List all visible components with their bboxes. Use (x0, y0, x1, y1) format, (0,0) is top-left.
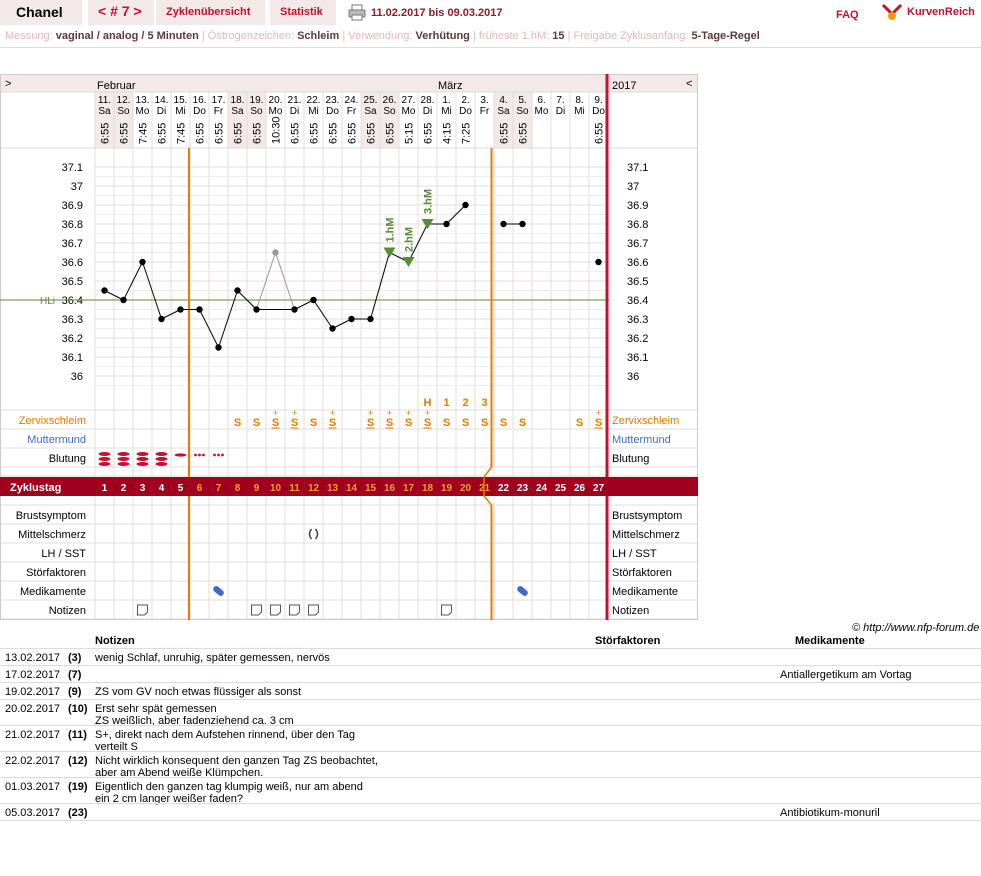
row-label-right-stoer: Störfaktoren (612, 567, 672, 579)
zervix-plus: + (329, 408, 336, 418)
zervix-symbol: S (309, 417, 318, 429)
row-label-notiz: Notizen (48, 605, 86, 617)
cycle-day-label: 3 (139, 483, 146, 494)
row-label-blut: Blutung (48, 453, 86, 465)
cycle-day-label: 9 (253, 483, 260, 494)
y-tick-label: 36.3 (61, 314, 83, 326)
date-label: 26. (382, 95, 397, 106)
zervix-plus: + (424, 408, 431, 418)
cycle-day-label: 18 (421, 483, 434, 494)
fhm-label: früheste 1.hM: (478, 30, 550, 42)
note-icon (138, 605, 148, 615)
settings-bar (0, 26, 981, 48)
top-bar (0, 0, 981, 25)
y-tick-label: 37.1 (61, 162, 83, 174)
note-icon (252, 605, 262, 615)
date-label: 20. (268, 95, 283, 106)
zervix-symbol: S (461, 417, 470, 429)
weekday-label: Sa (231, 106, 244, 117)
peak-count-label: 2 (462, 397, 469, 409)
temp-point (348, 316, 354, 322)
notes-row (0, 699, 981, 725)
time-label: 5:15 (403, 122, 416, 144)
tab-cycle-overview[interactable]: Zyklenübersicht (156, 0, 265, 25)
row-label-right-brust: Brustsymptom (612, 510, 683, 522)
cycle-day-label: 24 (535, 483, 548, 494)
bleeding-spot-mark (202, 454, 205, 457)
kurvenreich-logo-icon[interactable] (880, 2, 904, 22)
separator: | (567, 30, 571, 42)
zervix-symbol: S (442, 417, 451, 429)
fhm-value: 15 (552, 30, 565, 42)
cycle-day-label: 2 (120, 483, 127, 494)
date-label: 8. (575, 95, 584, 106)
y-tick-label-right: 36.1 (627, 352, 649, 364)
month-label: März (438, 80, 463, 92)
time-label: 6:55 (346, 122, 359, 144)
zervix-symbol: S (423, 417, 432, 429)
weekday-label: Fr (479, 106, 490, 117)
faq-link[interactable]: FAQ (836, 9, 859, 21)
time-label: 6:55 (99, 122, 112, 144)
zervix-symbol: S (328, 417, 337, 429)
time-label: 6:55 (422, 122, 435, 144)
weekday-label: So (516, 106, 529, 117)
date-label: 9. (594, 95, 603, 106)
zervix-plus: + (405, 408, 412, 418)
zervix-symbol: S (480, 417, 489, 429)
row-label-zervix: Zervixschleim (18, 415, 86, 427)
temp-point (177, 306, 183, 312)
zervix-plus: + (386, 408, 393, 418)
zervix-symbol: S (594, 417, 603, 429)
time-label: 6:55 (118, 122, 131, 144)
bleeding-heavy-mark (118, 462, 130, 466)
note-cycle-day: (23) (68, 807, 88, 819)
y-tick-label-right: 37 (627, 181, 640, 193)
y-tick-label-right: 36 (627, 371, 640, 383)
note-icon (271, 605, 281, 615)
note-icon (309, 605, 319, 615)
time-label: 4:15 (441, 122, 454, 144)
coverline-label: HLi (40, 296, 56, 307)
time-label: 7:45 (175, 122, 188, 144)
note-date: 17.02.2017 (5, 669, 61, 681)
row-label-right-mittel: Mittelschmerz (612, 529, 680, 541)
row-label-brust: Brustsymptom (15, 510, 86, 522)
messung-label: Messung: (5, 30, 53, 42)
user-name: Chanel (0, 0, 82, 25)
notes-header-notizen: Notizen (95, 635, 135, 647)
temp-point (120, 297, 126, 303)
y-tick-label-right: 36.8 (627, 219, 649, 231)
zervix-symbol: S (575, 417, 584, 429)
temperature-chart[interactable] (0, 74, 698, 620)
notes-row (0, 803, 981, 820)
time-label: 7:25 (460, 122, 473, 144)
row-label-right-notiz: Notizen (612, 605, 650, 617)
cycle-day-label: 26 (573, 483, 586, 494)
y-tick-label: 36.7 (61, 238, 83, 250)
note-text: Erst sehr spät gemessen ZS weißlich, aber fadenziehend ca. 3 cm (95, 703, 294, 727)
zervix-symbol: S (271, 417, 280, 429)
weekday-label: Mi (441, 106, 452, 117)
note-text: Eigentlich den ganzen tag klumpig weiß, nur am abend ein 2 cm langer weißer faden? (95, 781, 363, 805)
y-tick-label: 36.8 (61, 219, 83, 231)
note-date: 01.03.2017 (5, 781, 61, 793)
date-label: 5. (518, 95, 527, 106)
date-label: 4. (499, 95, 508, 106)
note-text: ZS vom GV noch etwas flüssiger als sonst (95, 686, 302, 698)
year-label: 2017 (612, 80, 637, 92)
weekday-label: Mo (401, 106, 416, 117)
cycle-day-label: 1 (101, 483, 108, 494)
copyright: © http://www.nfp-forum.de (852, 622, 980, 634)
weekday-label: Mi (574, 106, 585, 117)
bleeding-heavy-mark (156, 457, 168, 461)
time-label: 10:30 (270, 116, 283, 144)
y-tick-label-right: 37.1 (627, 162, 649, 174)
cycle-day-label: 22 (497, 483, 510, 494)
note-text: S+, direkt nach dem Aufstehen rinnend, über den Tag verteilt S (95, 729, 356, 753)
temp-point (367, 316, 373, 322)
y-tick-label-right: 36.5 (627, 276, 649, 288)
date-label: 14. (154, 95, 169, 106)
row-label-mittel: Mittelschmerz (18, 529, 86, 541)
note-cycle-day: (7) (68, 669, 82, 681)
note-cycle-day: (10) (68, 703, 88, 715)
weekday-label: Do (459, 106, 472, 117)
chart-nav-right: < (686, 78, 693, 90)
y-tick-label-right: 36.6 (627, 257, 649, 269)
weekday-label: Di (422, 106, 433, 117)
cycle-day-label: 14 (345, 483, 358, 494)
y-tick-label-right: 36.9 (627, 200, 649, 212)
chart-nav-left: > (5, 78, 12, 90)
kurvenreich-logo-text[interactable]: KurvenReich (907, 6, 975, 18)
time-label: 6:55 (194, 122, 207, 144)
bleeding-heavy-mark (137, 462, 149, 466)
high-temp-label: 1.hM (384, 217, 397, 243)
note-icon (442, 605, 452, 615)
high-temp-label: 3.hM (422, 188, 435, 214)
row-label-right-mumu: Muttermund (612, 434, 671, 446)
time-label: 6:55 (498, 122, 511, 144)
oestro-label: Östrogenzeichen: (207, 30, 294, 42)
zervix-symbol: S (290, 417, 299, 429)
cycle-day-label: 21 (478, 483, 491, 494)
verwendung-value: Verhütung (415, 30, 470, 42)
weekday-label: Fr (213, 106, 224, 117)
y-tick-label-right: 36.2 (627, 333, 649, 345)
date-label: 19. (249, 95, 264, 106)
note-medication: Antiallergetikum am Vortag (780, 669, 912, 681)
weekday-label: So (250, 106, 263, 117)
date-label: 22. (306, 95, 321, 106)
time-label: 7:45 (137, 122, 150, 144)
date-label: 13. (135, 95, 150, 106)
separator: | (201, 30, 205, 42)
note-medication: Antibiotikum-monuril (780, 807, 880, 819)
bleeding-heavy-mark (137, 452, 149, 456)
note-icon (290, 605, 300, 615)
cycle-day-label: 19 (440, 483, 453, 494)
zervix-plus: + (272, 408, 279, 418)
weekday-label: Di (555, 106, 566, 117)
weekday-label: Mi (308, 106, 319, 117)
cycle-day-label: 16 (383, 483, 396, 494)
printer-icon[interactable] (348, 4, 366, 21)
note-date: 05.03.2017 (5, 807, 61, 819)
bleeding-spot-mark (194, 454, 197, 457)
row-label-medi: Medikamente (19, 586, 86, 598)
y-tick-label: 37 (70, 181, 83, 193)
weekday-label: Mo (135, 106, 150, 117)
temp-point (253, 306, 259, 312)
row-label-right-lh: LH / SST (612, 548, 657, 560)
freigabe-value: 5-Tage-Regel (691, 30, 760, 42)
messung-value: vaginal / analog / 5 Minuten (55, 30, 199, 42)
temp-point (310, 297, 316, 303)
y-tick-label: 36.5 (61, 276, 83, 288)
cycle-day-label: 17 (402, 483, 415, 494)
cycle-day-label: 5 (177, 483, 184, 494)
temp-point (443, 221, 449, 227)
cycle-day-label: 13 (326, 483, 339, 494)
cycle-day-label: 12 (307, 483, 320, 494)
temp-point (291, 306, 297, 312)
temp-point (196, 306, 202, 312)
weekday-label: Fr (346, 106, 357, 117)
cycle-day-label: 27 (592, 483, 605, 494)
date-label: 17. (211, 95, 226, 106)
y-tick-label: 36.6 (61, 257, 83, 269)
freigabe-label: Freigabe Zyklusanfang: (573, 30, 689, 42)
bleeding-medium-mark (175, 453, 187, 456)
time-label: 6:55 (327, 122, 340, 144)
notes-row (0, 725, 981, 751)
time-label: 6:55 (593, 122, 606, 144)
temp-point (101, 287, 107, 293)
row-label-right-medi: Medikamente (612, 586, 679, 598)
zervix-symbol: S (404, 417, 413, 429)
weekday-label: Sa (98, 106, 111, 117)
zervix-symbol: S (518, 417, 527, 429)
weekday-label: Mi (175, 106, 186, 117)
weekday-label: Do (326, 106, 339, 117)
temp-point (139, 259, 145, 265)
bleeding-heavy-mark (118, 452, 130, 456)
note-date: 20.02.2017 (5, 703, 61, 715)
cycle-day-label: 10 (269, 483, 282, 494)
notes-row (0, 751, 981, 777)
note-cycle-day: (19) (68, 781, 88, 793)
bleeding-heavy-mark (99, 457, 111, 461)
cycle-day-label: 23 (516, 483, 529, 494)
row-label-stoer: Störfaktoren (26, 567, 86, 579)
cycle-day-label: 20 (459, 483, 472, 494)
notes-row (0, 777, 981, 803)
peak-count-label: 1 (443, 397, 450, 409)
time-label: 6:55 (213, 122, 226, 144)
bleeding-heavy-mark (156, 462, 168, 466)
bleeding-heavy-mark (99, 452, 111, 456)
note-date: 19.02.2017 (5, 686, 61, 698)
separator: | (472, 30, 476, 42)
note-date: 22.02.2017 (5, 755, 61, 767)
notes-header-medikamente: Medikamente (795, 635, 865, 647)
date-range: 11.02.2017 bis 09.03.2017 (371, 7, 503, 19)
notes-header-stoerfaktoren: Störfaktoren (595, 635, 661, 647)
notes-row (0, 648, 981, 665)
y-tick-label: 36.2 (61, 333, 83, 345)
temp-point (215, 344, 221, 350)
weekday-label: Do (592, 106, 605, 117)
note-cycle-day: (3) (68, 652, 82, 664)
date-label: 2. (461, 95, 470, 106)
month-label: Februar (97, 80, 136, 92)
time-label: 6:55 (289, 122, 302, 144)
y-tick-label-right: 36.3 (627, 314, 649, 326)
date-label: 27. (401, 95, 416, 106)
time-label: 6:55 (251, 122, 264, 144)
time-label: 6:55 (308, 122, 321, 144)
time-label: 6:55 (156, 122, 169, 144)
time-label: 6:55 (517, 122, 530, 144)
row-label-zyklustag: Zyklustag (10, 482, 62, 494)
zervix-symbol: S (233, 417, 242, 429)
notes-row (0, 682, 981, 699)
cycle-day-label: 15 (364, 483, 377, 494)
notes-table-end (0, 820, 981, 821)
separator: | (342, 30, 346, 42)
zervix-symbol: S (366, 417, 375, 429)
temp-point (272, 249, 278, 255)
bleeding-spot-mark (213, 454, 216, 457)
time-label: 6:55 (365, 122, 378, 144)
cycle-day-label: 25 (554, 483, 567, 494)
y-tick-label-right: 36.4 (627, 295, 649, 307)
weekday-label: Do (193, 106, 206, 117)
note-date: 13.02.2017 (5, 652, 61, 664)
cycle-day-label: 11 (289, 483, 300, 494)
y-tick-label-right: 36.7 (627, 238, 649, 250)
note-cycle-day: (12) (68, 755, 88, 767)
date-label: 12. (116, 95, 131, 106)
note-text: Nicht wirklich konsequent den ganzen Tag ZS beobachtet, aber am Abend weiße Klümpchen. (95, 755, 378, 779)
y-tick-label: 36.9 (61, 200, 83, 212)
weekday-label: Di (289, 106, 300, 117)
weekday-label: Mo (268, 106, 283, 117)
weekday-label: Sa (364, 106, 377, 117)
cycle-day-label: 8 (234, 483, 241, 494)
peak-count-label: 3 (481, 397, 488, 409)
cycle-day-label: 4 (158, 483, 165, 494)
zervix-symbol: S (385, 417, 394, 429)
bleeding-heavy-mark (99, 462, 111, 466)
date-label: 21. (287, 95, 302, 106)
date-label: 3. (480, 95, 489, 106)
zervix-symbol: S (252, 417, 261, 429)
row-label-lh: LH / SST (41, 548, 86, 560)
cycle-navigation[interactable]: < # 7 > (88, 0, 154, 25)
temp-point (329, 325, 335, 331)
y-tick-label: 36 (70, 371, 83, 383)
time-label: 6:55 (232, 122, 245, 144)
time-label: 6:55 (384, 122, 397, 144)
date-label: 18. (230, 95, 245, 106)
tab-statistics[interactable]: Statistik (270, 0, 336, 25)
temp-point (158, 316, 164, 322)
zervix-plus: + (367, 408, 374, 418)
date-label: 23. (325, 95, 340, 106)
date-label: 16. (192, 95, 207, 106)
date-label: 7. (556, 95, 565, 106)
bleeding-spot-mark (221, 454, 224, 457)
bleeding-heavy-mark (137, 457, 149, 461)
zervix-plus: + (291, 408, 298, 418)
note-date: 21.02.2017 (5, 729, 61, 741)
weekday-label: Sa (497, 106, 510, 117)
high-temp-label: 2.hM (403, 226, 416, 252)
cycle-day-label: 6 (196, 483, 203, 494)
bleeding-heavy-mark (118, 457, 130, 461)
weekday-label: Di (156, 106, 167, 117)
bleeding-spot-mark (198, 454, 201, 457)
month-header-band (0, 74, 609, 92)
temp-point (234, 287, 240, 293)
bleeding-spot-mark (217, 454, 220, 457)
note-text: wenig Schlaf, unruhig, später gemessen, nervös (95, 652, 330, 664)
weekday-label: So (117, 106, 130, 117)
row-label-mumu: Muttermund (27, 434, 86, 446)
temp-point (519, 221, 525, 227)
oestro-value: Schleim (297, 30, 340, 42)
date-label: 24. (344, 95, 359, 106)
zervix-plus: + (595, 408, 602, 418)
date-label: 25. (363, 95, 378, 106)
y-tick-label: 36.4 (61, 295, 83, 307)
weekday-label: So (383, 106, 396, 117)
temp-point (595, 259, 601, 265)
note-cycle-day: (11) (68, 729, 87, 741)
cycle-day-label: 7 (215, 483, 222, 494)
note-cycle-day: (9) (68, 686, 82, 698)
bleeding-heavy-mark (156, 452, 168, 456)
temp-point (500, 221, 506, 227)
date-label: 15. (173, 95, 188, 106)
verwendung-label: Verwendung: (348, 30, 413, 42)
weekday-label: Mo (534, 106, 549, 117)
date-label: 11. (97, 95, 112, 106)
zervix-symbol: S (499, 417, 508, 429)
date-label: 1. (442, 95, 451, 106)
temp-point (462, 202, 468, 208)
peak-count-label: H (423, 397, 432, 409)
row-label-right-zervix: Zervixschleim (612, 415, 680, 427)
date-label: 28. (420, 95, 435, 106)
row-label-right-blut: Blutung (612, 453, 650, 465)
notes-row (0, 665, 981, 682)
date-label: 6. (537, 95, 546, 106)
y-tick-label: 36.1 (61, 352, 83, 364)
